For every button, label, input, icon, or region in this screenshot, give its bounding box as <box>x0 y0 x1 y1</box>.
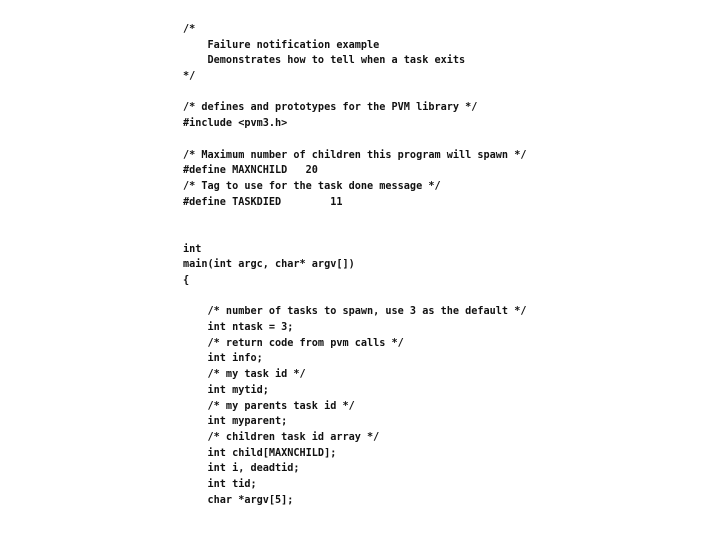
code-line: int child[MAXNCHILD]; <box>183 447 337 459</box>
code-line: int <box>183 243 202 255</box>
code-line: int i, deadtid; <box>183 463 300 475</box>
code-line: /* defines and prototypes for the PVM library */ <box>183 102 478 114</box>
code-line: { <box>183 275 190 286</box>
code-listing <box>183 22 526 508</box>
code-line: int tid; <box>183 478 257 490</box>
code-line: Demonstrates how to tell when a task exits <box>183 55 466 67</box>
code-line <box>183 132 526 148</box>
code-line: /* children task id array */ <box>183 431 380 443</box>
code-line: /* Maximum number of children this program will spawn */ <box>183 149 527 161</box>
code-line: /* Tag to use for the task done message */ <box>183 180 441 192</box>
code-line: /* my parents task id */ <box>183 400 355 412</box>
code-line: int mytid; <box>183 384 269 396</box>
code-line: */ <box>183 71 196 83</box>
code-line: /* <box>183 24 196 35</box>
code-line: main(int argc, char* argv[]) <box>183 259 355 271</box>
code-line <box>183 85 526 101</box>
code-line: /* number of tasks to spawn, use 3 as the default */ <box>183 306 527 318</box>
code-line: int ntask = 3; <box>183 322 294 334</box>
code-line <box>183 226 526 242</box>
code-line: #include <pvm3.h> <box>183 118 288 130</box>
code-line: /* return code from pvm calls */ <box>183 337 404 349</box>
code-line <box>183 289 526 305</box>
code-line: char *argv[5]; <box>183 494 294 506</box>
code-line: /* my task id */ <box>183 369 306 381</box>
code-line: #define TASKDIED 11 <box>183 196 343 208</box>
code-line: #define MAXNCHILD 20 <box>183 165 318 177</box>
code-line: int myparent; <box>183 416 288 428</box>
code-line: int info; <box>183 353 263 365</box>
code-line: Failure notification example <box>183 39 380 51</box>
code-line <box>183 210 526 226</box>
